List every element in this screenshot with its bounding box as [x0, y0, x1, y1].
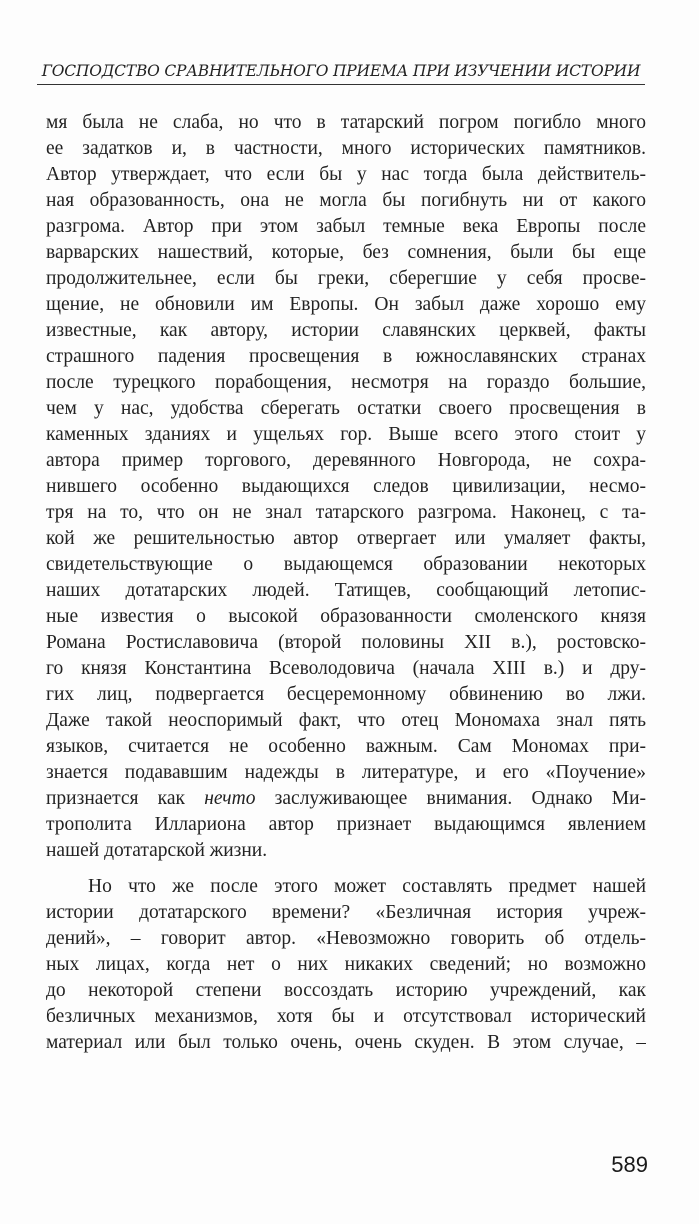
text-line: языков, считается не особенно важным. Сам Мономах при- [46, 736, 646, 757]
text-line: Даже такой неоспоримый факт, что отец Мономаха знал пять [46, 710, 646, 731]
body-text [46, 110, 646, 1056]
text-line-with-italic [46, 786, 646, 812]
text-line: варварских нашествий, которые, без сомнения, были бы еще [46, 242, 646, 263]
text-line: продолжительнее, если бы греки, сберегшие у себя просве- [46, 268, 646, 289]
text-line: щение, не обновили им Европы. Он забыл даже хорошо ему [46, 294, 646, 315]
text-line: наших дотатарских людей. Татищев, сообщающий летопис- [46, 580, 646, 601]
text-line: мя была не слаба, но что в татарский погром погибло много [46, 112, 646, 133]
text-line: истории дотатарского времени? «Безличная история учреж- [46, 902, 646, 923]
text-line: до некоторой степени воссоздать историю учреждений, как [46, 980, 646, 1001]
text-line: нашей дотатарской жизни. [46, 840, 268, 861]
italic-word: нечто [204, 788, 256, 809]
text-line: ные известия о высокой образованности смоленского князя [46, 606, 646, 627]
text-line: ная образованность, она не могла бы погибнуть ни от какого [46, 190, 646, 211]
text-line: знается подававшим надежды в литературе, и его «Поучение» [46, 762, 646, 783]
text-segment: признается как [46, 788, 205, 809]
text-line: безличных механизмов, хотя бы и отсутствовал исторический [46, 1006, 646, 1027]
text-line: Автор утверждает, что если бы у нас тогда была действитель- [46, 164, 646, 185]
text-line: каменных зданиях и ущельях гор. Выше всего этого стоит у [46, 424, 646, 445]
text-line: известные, как автору, истории славянских церквей, факты [46, 320, 646, 341]
text-line: свидетельствующие о выдающемся образовании некоторых [46, 554, 646, 575]
page-number: 589 [611, 1152, 648, 1177]
paragraph-2 [46, 874, 646, 1056]
paragraph-gap [46, 864, 646, 874]
text-line: страшного падения просвещения в южнославянских странах [46, 346, 646, 367]
text-line: после турецкого порабощения, несмотря на гораздо большие, [46, 372, 646, 393]
text-line: ных лицах, когда нет о них никаких сведений; но возможно [46, 954, 646, 975]
text-line: Романа Ростиславовича (второй половины XII в.), ростовско- [46, 632, 646, 653]
text-line: трополита Иллариона автор признает выдающимся явлением [46, 814, 646, 835]
paragraph-1 [46, 110, 646, 864]
running-head: ГОСПОДСТВО СРАВНИТЕЛЬНОГО ПРИЕМА ПРИ ИЗУЧЕНИИ ИСТОРИИ [37, 58, 645, 85]
text-line: тря на то, что он не знал татарского разгрома. Наконец, с та- [46, 502, 646, 523]
text-segment: заслуживающее внимания. Однако Ми- [255, 788, 646, 809]
text-line: материал или был только очень, очень скуден. В этом случае, – [46, 1032, 646, 1053]
text-line: ее задатков и, в частности, много исторических памятников. [46, 138, 646, 159]
text-line: чем у нас, удобства сберегать остатки своего просвещения в [46, 398, 646, 419]
text-line: дений», – говорит автор. «Невозможно говорить об отдель- [46, 928, 646, 949]
text-line: го князя Константина Всеволодовича (начала XIII в.) и дру- [46, 658, 646, 679]
text-line: нившего особенно выдающихся следов цивилизации, несмо- [46, 476, 646, 497]
text-line: Но что же после этого может составлять предмет нашей [88, 876, 646, 897]
text-line: автора пример торгового, деревянного Новгорода, не сохра- [46, 450, 646, 471]
text-line: разгрома. Автор при этом забыл темные века Европы после [46, 216, 646, 237]
text-line: гих лиц, подвергается бесцеремонному обвинению во лжи. [46, 684, 646, 705]
text-line: кой же решительностью автор отвергает или умаляет факты, [46, 528, 646, 549]
